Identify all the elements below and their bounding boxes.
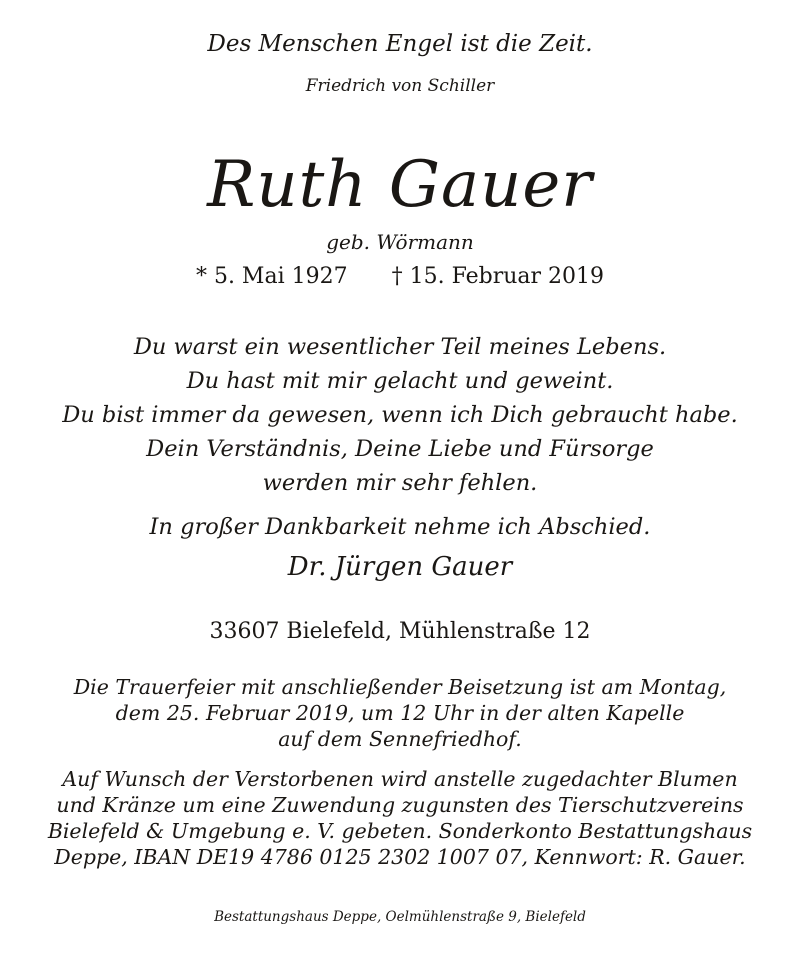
poem [0, 330, 800, 500]
death-date: † 15. Februar 2019 [391, 264, 605, 289]
birth-date: * 5. Mai 1927 [195, 264, 348, 289]
ceremony-line: auf dem Sennefriedhof. [278, 727, 522, 751]
deceased-name: Ruth Gauer [207, 148, 593, 222]
poem-line: werden mir sehr fehlen. [262, 470, 538, 496]
ceremony-line: dem 25. Februar 2019, um 12 Uhr in der alten Kapelle [115, 701, 685, 725]
donation-line: Bielefeld & Umgebung e. V. gebeten. Sonderkonto Bestattungshaus [47, 819, 753, 843]
ceremony-info [0, 674, 800, 752]
poem-line: Du bist immer da gewesen, wenn ich Dich gebraucht habe. [62, 402, 738, 428]
birth-name: geb. Wörmann [326, 230, 474, 254]
donation-line: und Kränze um eine Zuwendung zugunsten des Tierschutzvereins [56, 793, 744, 817]
signer-name: Dr. Jürgen Gauer [287, 552, 513, 582]
donation-line: Deppe, IBAN DE19 4786 0125 2302 1007 07, Kennwort: R. Gauer. [54, 845, 746, 869]
donation-line: Auf Wunsch der Verstorbenen wird anstelle zugedachter Blumen [62, 767, 738, 791]
poem-line: Du warst ein wesentlicher Teil meines Lebens. [133, 334, 667, 360]
poem-line: Du hast mit mir gelacht und geweint. [186, 368, 614, 394]
motto-quote: Des Menschen Engel ist die Zeit. [207, 31, 593, 57]
donation-info [0, 766, 800, 870]
funeral-home-footer: Bestattungshaus Deppe, Oelmühlenstraße 9, Bielefeld [214, 909, 586, 925]
life-dates [0, 264, 800, 289]
address: 33607 Bielefeld, Mühlenstraße 12 [209, 619, 591, 644]
poem-line: Dein Verständnis, Deine Liebe und Fürsorge [146, 436, 654, 462]
farewell-text: In großer Dankbarkeit nehme ich Abschied. [149, 514, 651, 540]
motto-author: Friedrich von Schiller [305, 76, 495, 96]
ceremony-line: Die Trauerfeier mit anschließender Beisetzung ist am Montag, [73, 675, 727, 699]
